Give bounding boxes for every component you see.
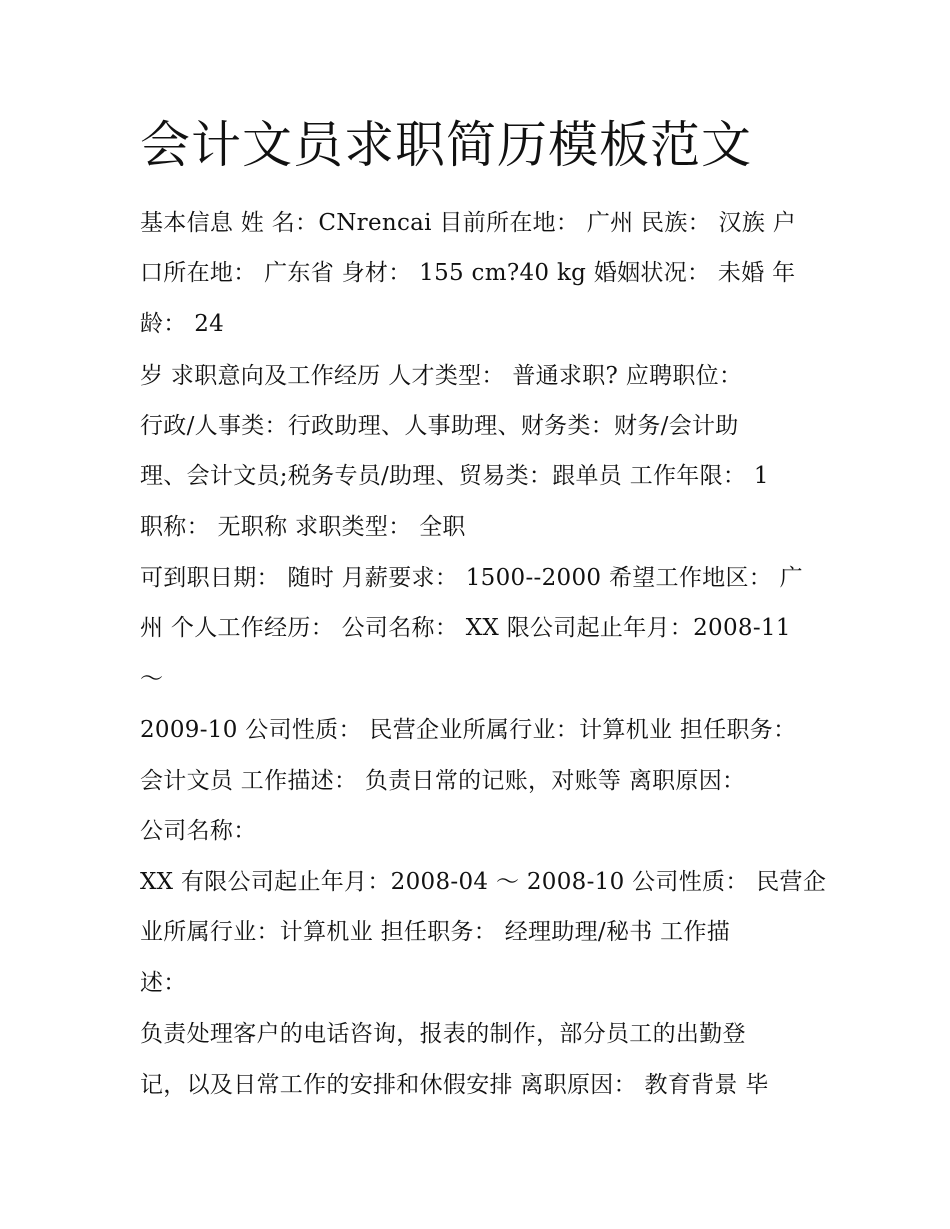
work-experience-line-6: XX 有限公司起止年月：2008-04 ～ 2008-10 公司性质： 民营企 <box>140 869 827 895</box>
basic-info-line-1: 基本信息 姓 名：CNrencai 目前所在地： 广州 民族： 汉族 户 <box>140 210 797 236</box>
work-description-line-2: 记，以及日常工作的安排和休假安排 离职原因： 教育背景 毕 <box>140 1072 769 1098</box>
work-experience-line-1: 州 个人工作经历： 公司名称： XX 限公司起止年月：2008-11 <box>140 615 791 641</box>
work-experience-line-7: 业所属行业：计算机业 担任职务： 经理助理/秘书 工作描 <box>140 919 731 945</box>
work-experience-line-4: 会计文员 工作描述： 负责日常的记账，对账等 离职原因： <box>140 768 746 794</box>
work-description-line-1: 负责处理客户的电话咨询，报表的制作，部分员工的出勤登 <box>140 1021 746 1047</box>
job-intention-line-2: 行政/人事类：行政助理、人事助理、财务类：财务/会计助 <box>140 413 739 439</box>
job-intention-line-1: 岁 求职意向及工作经历 人才类型： 普通求职? 应聘职位： <box>140 363 743 389</box>
availability-line-1: 可到职日期： 随时 月薪要求： 1500--2000 希望工作地区： 广 <box>140 565 803 591</box>
work-experience-line-8: 述： <box>140 970 187 996</box>
work-experience-line-5: 公司名称： <box>140 818 257 844</box>
document-title: 会计文员求职简历模板范文 <box>140 116 752 174</box>
job-intention-line-3: 理、会计文员;税务专员/助理、贸易类：跟单员 工作年限： 1 <box>140 463 769 489</box>
basic-info-line-3: 龄： 24 <box>140 311 225 337</box>
work-experience-line-3: 2009-10 公司性质： 民营企业所属行业：计算机业 担任职务： <box>140 717 797 743</box>
work-experience-line-2: ～ <box>140 666 164 692</box>
job-intention-line-4: 职称： 无职称 求职类型： 全职 <box>140 514 466 540</box>
basic-info-line-2: 口所在地： 广东省 身材： 155 cm?40 kg 婚姻状况： 未婚 年 <box>140 260 796 286</box>
